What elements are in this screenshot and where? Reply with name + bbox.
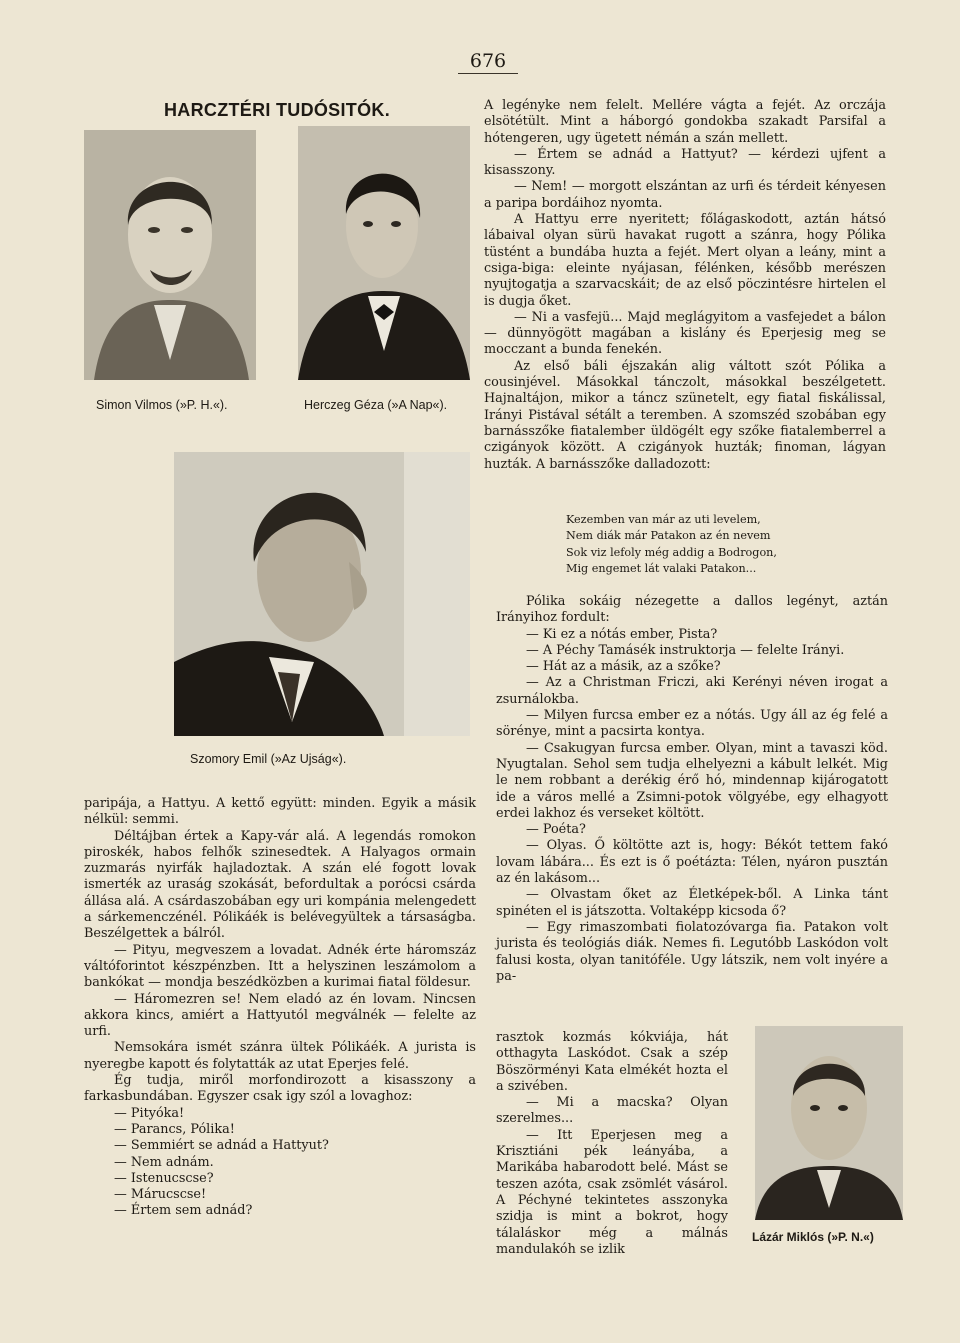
caption-herczeg: Herczeg Géza (»A Nap«). — [304, 398, 448, 412]
paragraph: — Parancs, Pólika! — [114, 1121, 235, 1137]
paragraph: — Értem sem adnád? — [114, 1203, 253, 1219]
right-column-middle — [496, 594, 888, 985]
paragraph: Nemsokára ismét szánra ültek Pólikáék. A jurista is nyeregbe kapott és folytatták az utat Eperjes felé. — [84, 1040, 476, 1072]
poem-line: Nem diák már Patakon az én nevem — [566, 529, 771, 543]
paragraph: — Ki ez a nótás ember, Pista? — [526, 626, 718, 642]
portrait-illustration — [755, 1026, 903, 1220]
paragraph: — Pityu, megveszem a lovadat. Adnék érte háromszáz váltóforintot készpénzben. Itt a helyszinen leszámolom a bankókat — mondja beszédközben a kurimai fiatal földesur. — [84, 942, 476, 991]
caption-szomory: Szomory Emil (»Az Ujság«). — [190, 752, 347, 766]
paragraph: rasztok kozmás kókviája, hát otthagyta Laskódot. Csak a szép Böszörményi Kata elmékét hozta el a szivében. — [496, 1030, 728, 1094]
paragraph: Pólika sokáig nézegette a dallos legényt, aztán Irányihoz fordult: — [496, 594, 888, 626]
paragraph: — Háromezren se! Nem eladó az én lovam. Nincsen akkora kincs, amiért a Hattyutól megválnék — felelte az urfi. — [84, 991, 476, 1040]
portrait-photo-simon — [84, 130, 256, 380]
left-column-bottom — [84, 796, 476, 1220]
paragraph: — Pityóka! — [114, 1105, 185, 1121]
paragraph: — Mi a macska? Olyan szerelmes... — [496, 1095, 728, 1127]
right-column-top — [484, 98, 886, 473]
section-heading: HARCZTÉRI TUDÓSITÓK. — [164, 100, 390, 120]
portrait-photo-lazar — [755, 1026, 903, 1220]
paragraph: — Olyas. Ő költötte azt is, hogy: Békót tettem fakó lovam lábára... És ezt is ő poétázta: Télen, nyáron pusztán az én lakásom... — [496, 838, 888, 887]
paragraph: — Ni a vasfejü... Majd meglágyitom a vasfejedet a bálon — dünnyögött magában a kislány és Eperjesig meg se mocczant a bunda fenekén. — [484, 309, 886, 358]
page-number: 676 — [458, 50, 518, 74]
paragraph: paripája, a Hattyu. A kettő együtt: minden. Egyik a másik nélkül: semmi. — [84, 796, 476, 828]
paragraph: A Hattyu erre nyeritett; főlágaskodott, aztán hátsó lábaival olyan sürü havakat rugott a szánra, hogy Pólika tüstént a bundába huzta a fejét. Mert olyan a leány, mint a csiga-biga: eleinte nyájasan, félénken, később merészen nyujtogatja a szarvacskáit; de az első pöczintésre hirtelen el is dugja őket. — [484, 212, 886, 309]
paragraph: — Csakugyan furcsa ember. Olyan, mint a tavaszi köd. Nyugtalan. Sehol sem tudja elhelyezni a kábult lelkét. Mig le nem robbant a derékig érő hó, mindennap kijárogatott ide a város mellé a Zsimni-potok völgyébe, egy elhagyott erdei lakhoz és verseket költött. — [496, 740, 888, 821]
paragraph: — Olvastam őket az Életképek-ből. A Linka tánt spinéten el is játszotta. Voltaképp kicsoda ő? — [496, 887, 888, 919]
paragraph: — A Péchy Tamásék instruktorja — felelte Irányi. — [526, 642, 845, 658]
paragraph: — Az a Christman Friczi, aki Kerényi néven irogat a zsurnálokba. — [496, 675, 888, 707]
paragraph: A legényke nem felelt. Mellére vágta a fejét. Az orczája elsötétült. Mint a háborgó gondokba szakadt Parsifal a hótengeren, ugy ügetett némán a szán mellett. — [484, 98, 886, 146]
caption-lazar: Lázár Miklós (»P. N.«) — [752, 1230, 874, 1244]
poem-line: Mig engemet lát valaki Patakon... — [566, 561, 757, 575]
paragraph: Déltájban értek a Kapy-vár alá. A legendás romokon piroskék, habos felhők szinesedtek. A Halyagos ormain zuzmarás nyirfák hajladoztak. A szán elé fogott lovak ismerték az uraság szokását, befordultak a porócsi csárda állása alá. A csárdaszobában egy uri kompánia melengedett a sárkemenczénél. Pólikáék is belévegyültek a társaságba. Beszélgettek a bálról. — [84, 828, 476, 942]
paragraph: — Milyen furcsa ember ez a nótás. Ugy áll az ég felé a sörénye, mint a pacsirta kontya. — [496, 708, 888, 740]
caption-simon: Simon Vilmos (»P. H.«). — [96, 398, 228, 412]
paragraph: — Poéta? — [526, 822, 586, 838]
portrait-photo-herczeg — [298, 126, 470, 380]
portrait-illustration — [174, 452, 470, 736]
paragraph: — Hát az a másik, az a szőke? — [526, 659, 721, 675]
paragraph: — Márucscse! — [114, 1187, 207, 1203]
poem-block — [566, 512, 856, 577]
paragraph: — Nem! — morgott elszántan az urfi és térdeit kényesen a paripa bordáihoz nyomta. — [484, 179, 886, 211]
poem-line: Sok viz lefoly még addig a Bodrogon, — [566, 545, 777, 559]
paragraph: — Itt Eperjesen meg a Krisztiáni pék leányába, a Marikába habarodott belé. Mást se teszen azóta, csak zsömlét vásárol. A Péchyné tekintetes asszonyka szidja is mint a bokrot, hogy tálaláskor még a málnás mandulakóh se izlik — [496, 1127, 728, 1257]
poem-line: Kezemben van már az uti levelem, — [566, 513, 761, 526]
paragraph: — Nem adnám. — [114, 1154, 214, 1170]
paragraph: — Semmiért se adnád a Hattyut? — [114, 1138, 329, 1154]
portrait-photo-szomory — [174, 452, 470, 736]
paragraph: Ég tudja, miről morfondirozott a kisasszony a farkasbundában. Egyszer csak igy szól a lovaghoz: — [84, 1073, 476, 1105]
portrait-illustration — [298, 126, 470, 380]
paragraph: — Értem se adnád a Hattyut? — kérdezi ujfent a kisasszony. — [484, 146, 886, 179]
paragraph: Az első báli éjszakán alig váltott szót Pólika a cousinjével. Másokkal tánczolt, másokkal beszélgetett. Hajnaltájon, mikor a táncz szünetelt, egy fiatal fiskálissal, Irányi Pistával sétált a teremben. A szomszéd szobában egy barnásszőke fiatalember üldögélt egy szőke fiatalemberrel a czigányok között. A czigányok huzták; finoman, lágyan huzták. A barnásszőke dalladozott: — [484, 358, 886, 472]
right-column-narrow — [496, 1030, 728, 1258]
paragraph: — Egy rimaszombati fiolatozóvarga fia. Patakon volt jurista és teológiás diák. Nemes fi. Legutóbb Laskódon volt falusi kosta, olyan tanitóféle. Ugy látszik, nem volt inyére a pa- — [496, 919, 888, 984]
paragraph: — Istenucscse? — [114, 1170, 214, 1186]
portrait-illustration — [84, 130, 256, 380]
